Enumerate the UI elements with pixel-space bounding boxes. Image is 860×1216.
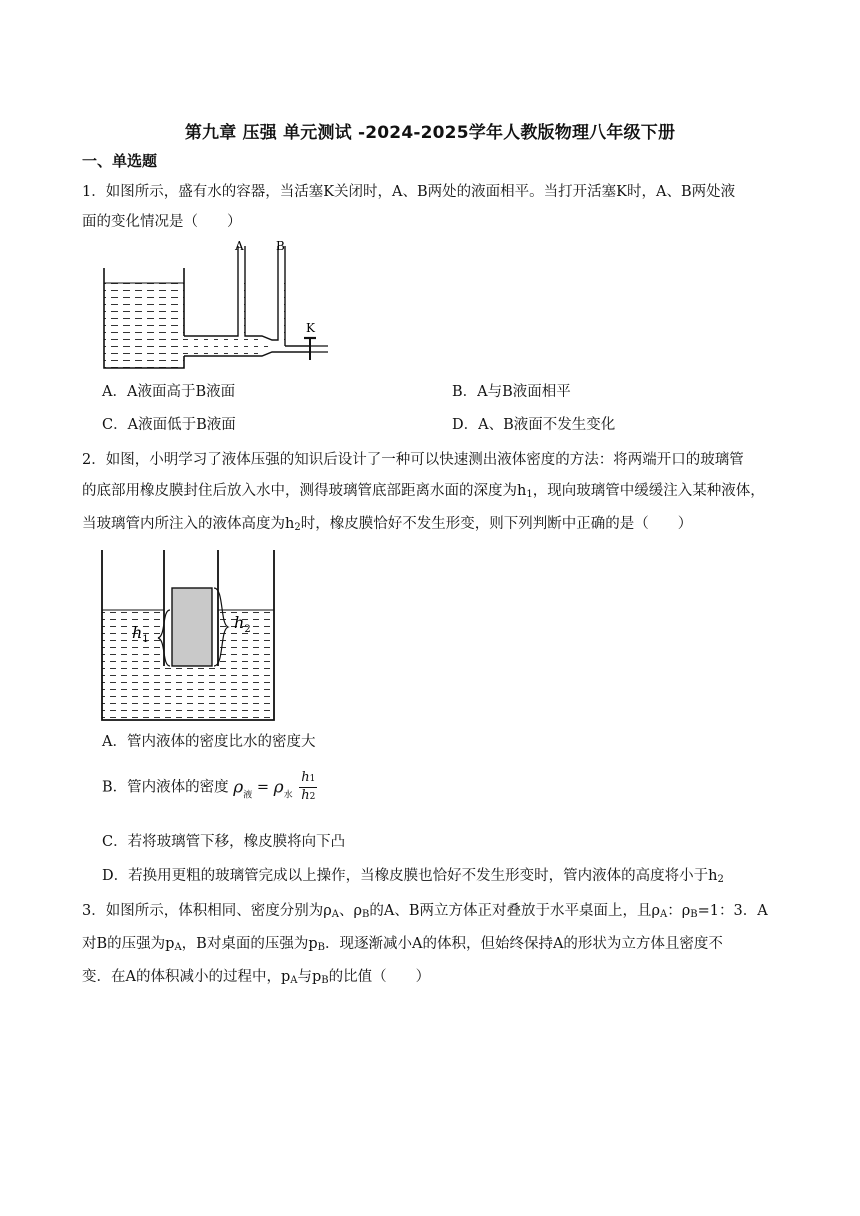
- valve-k-label: K: [306, 321, 315, 335]
- tube-b-label: B: [276, 239, 285, 253]
- q3-stem-line2: 对B的压强为$p_A$，B对桌面的压强为$p_B$．现逐渐减小A的体积，但始终保持A的形状为立方体且密度不: [82, 936, 723, 953]
- q1-option-a[interactable]: A．A液面高于B液面: [102, 384, 236, 400]
- tube-a-label: A: [235, 239, 244, 253]
- q2-figure-glass-tube-diagram: [98, 546, 282, 724]
- q2-option-d[interactable]: D．若换用更粗的玻璃管完成以上操作，当橡皮膜也恰好不发生形变时，管内液体的高度将小于$h_2$: [102, 868, 724, 885]
- h2-label: $h_2$: [234, 613, 251, 635]
- page-title: 第九章 压强 单元测试 -2024-2025学年人教版物理八年级下册: [184, 123, 676, 143]
- q1-stem-line1: 1．如图所示，盛有水的容器，当活塞K关闭时，A、B两处的液面相平。当打开活塞K时，A、B两处液: [82, 184, 736, 200]
- q2-option-b[interactable]: B．管内液体的密度 $\rho_液 = \rho_水$ $\frac{h1}{h2}$: [102, 770, 316, 803]
- q1-option-b[interactable]: B．A与B液面相平: [452, 384, 571, 400]
- q1-option-d[interactable]: D．A、B液面不发生变化: [452, 417, 616, 433]
- q2-option-c[interactable]: C．若将玻璃管下移，橡皮膜将向下凸: [102, 834, 346, 850]
- q1-figure-container-diagram: [98, 238, 330, 374]
- h1-label: $h_1$: [132, 623, 149, 645]
- q2-option-a[interactable]: A．管内液体的密度比水的密度大: [102, 734, 316, 750]
- q1-stem-line2: 面的变化情况是（ ）: [82, 214, 242, 230]
- q2-stem-line3: 当玻璃管内所注入的液体高度为$h_2$时，橡皮膜恰好不发生形变，则下列判断中正确的是（ ）: [82, 516, 693, 533]
- q2-stem-line1: 2．如图，小明学习了液体压强的知识后设计了一种可以快速测出液体密度的方法：将两端开口的玻璃管: [82, 452, 744, 468]
- density-fraction: $\frac{h1}{h2}$: [301, 770, 316, 803]
- q3-stem-line1: 3．如图所示，体积相同、密度分别为$\rho_A$、$\rho_B$的A、B两立方体正对叠放于水平桌面上，且$\rho_A$：$\rho_B=1$：3．A: [82, 903, 768, 920]
- q1-option-c[interactable]: C．A液面低于B液面: [102, 417, 236, 433]
- q2-stem-line2: 的底部用橡皮膜封住后放入水中，测得玻璃管底部距离水面的深度为$h_1$，现向玻璃管中缓缓注入某种液体，: [82, 483, 765, 500]
- section-heading: 一、单选题: [82, 152, 158, 170]
- q3-stem-line3: 变．在A的体积减小的过程中，$p_A$与$p_B$的比值（ ）: [82, 969, 431, 986]
